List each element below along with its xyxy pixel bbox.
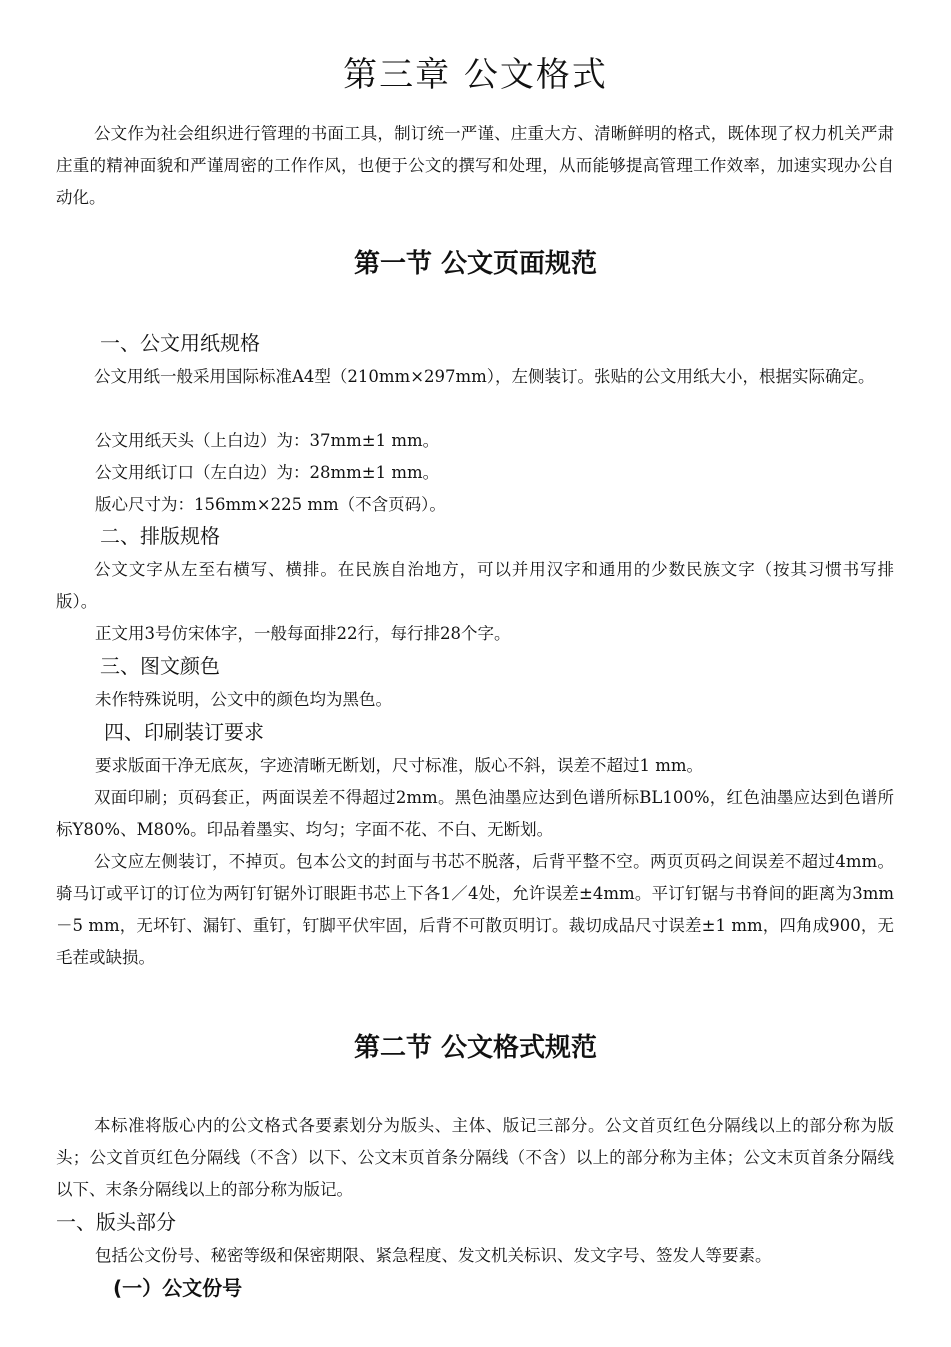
section1-heading-paper: 一、公文用纸规格 xyxy=(100,331,260,355)
section1-title: 第一节 公文页面规范 xyxy=(353,249,598,279)
chapter-title: 第三章 公文格式 xyxy=(343,55,608,95)
section2-title: 第二节 公文格式规范 xyxy=(353,1033,598,1063)
section1-paragraph-binding: 公文应左侧装订，不掉页。包本公文的封面与书芯不脱落，后背平整不空。两页页码之间误差不超过4mm。骑马订或平订的订位为两钉钉锯外订眼距书芯上下各1／4处，允许误差±4mm。平订钉锯与书脊间的距离为3mm－5 mm，无坏钉、漏钉、重钉，钉脚平伏牢固，后背不可散页明订。裁切成品尺寸误差±1 mm，四角成900，无毛茬或缺损。 xyxy=(56,852,894,967)
section1-line-left-margin: 公文用纸订口（左白边）为：28mm±1 mm。 xyxy=(95,463,440,482)
section1-heading-color: 三、图文颜色 xyxy=(100,654,220,678)
section2-heading-header: 一、版头部分 xyxy=(56,1210,176,1234)
section2-paragraph-intro: 本标准将版心内的公文格式各要素划分为版头、主体、版记三部分。公文首页红色分隔线以上的部分称为版头；公文首页红色分隔线（不含）以下、公文末页首条分隔线（不含）以上的部分称为主体；公文末页首条分隔线以下、末条分隔线以上的部分称为版记。 xyxy=(56,1116,894,1199)
section1-paragraph-paper: 公文用纸一般采用国际标准A4型（210mm×297mm），左侧装订。张贴的公文用纸大小，根据实际确定。 xyxy=(94,367,875,386)
section2-line-header-elements: 包括公文份号、秘密等级和保密期限、紧急程度、发文机关标识、发文字号、签发人等要素。 xyxy=(95,1246,772,1265)
section1-line-font: 正文用3号仿宋体字，一般每面排22行，每行排28个字。 xyxy=(95,624,511,643)
section1-heading-layout: 二、排版规格 xyxy=(100,524,220,548)
section1-line-print-quality: 要求版面干净无底灰，字迹清晰无断划，尺寸标准，版心不斜，误差不超过1 mm。 xyxy=(95,756,704,775)
section1-line-top-margin: 公文用纸天头（上白边）为：37mm±1 mm。 xyxy=(95,431,440,450)
section1-paragraph-layout: 公文文字从左至右横写、横排。在民族自治地方，可以并用汉字和通用的少数民族文字（按其习惯书写排版）。 xyxy=(56,560,894,611)
section1-line-text-area: 版心尺寸为：156mm×225 mm（不含页码）。 xyxy=(95,495,446,514)
intro-paragraph: 公文作为社会组织进行管理的书面工具，制订统一严谨、庄重大方、清晰鲜明的格式，既体现了权力机关严肃庄重的精神面貌和严谨周密的工作作风，也便于公文的撰写和处理，从而能够提高管理工作效率，加速实现办公自动化。 xyxy=(56,124,894,207)
section1-line-color: 未作特殊说明，公文中的颜色均为黑色。 xyxy=(95,690,392,709)
section2-subheading-copy-number: (一）公文份号 xyxy=(113,1276,243,1300)
section1-paragraph-duplex: 双面印刷；页码套正，两面误差不得超过2mm。黑色油墨应达到色谱所标BL100%，红色油墨应达到色谱所标Y80%、M80%。印品着墨实、均匀；字面不花、不白、无断划。 xyxy=(56,788,894,839)
section1-heading-printing: 四、印刷装订要求 xyxy=(104,720,264,744)
